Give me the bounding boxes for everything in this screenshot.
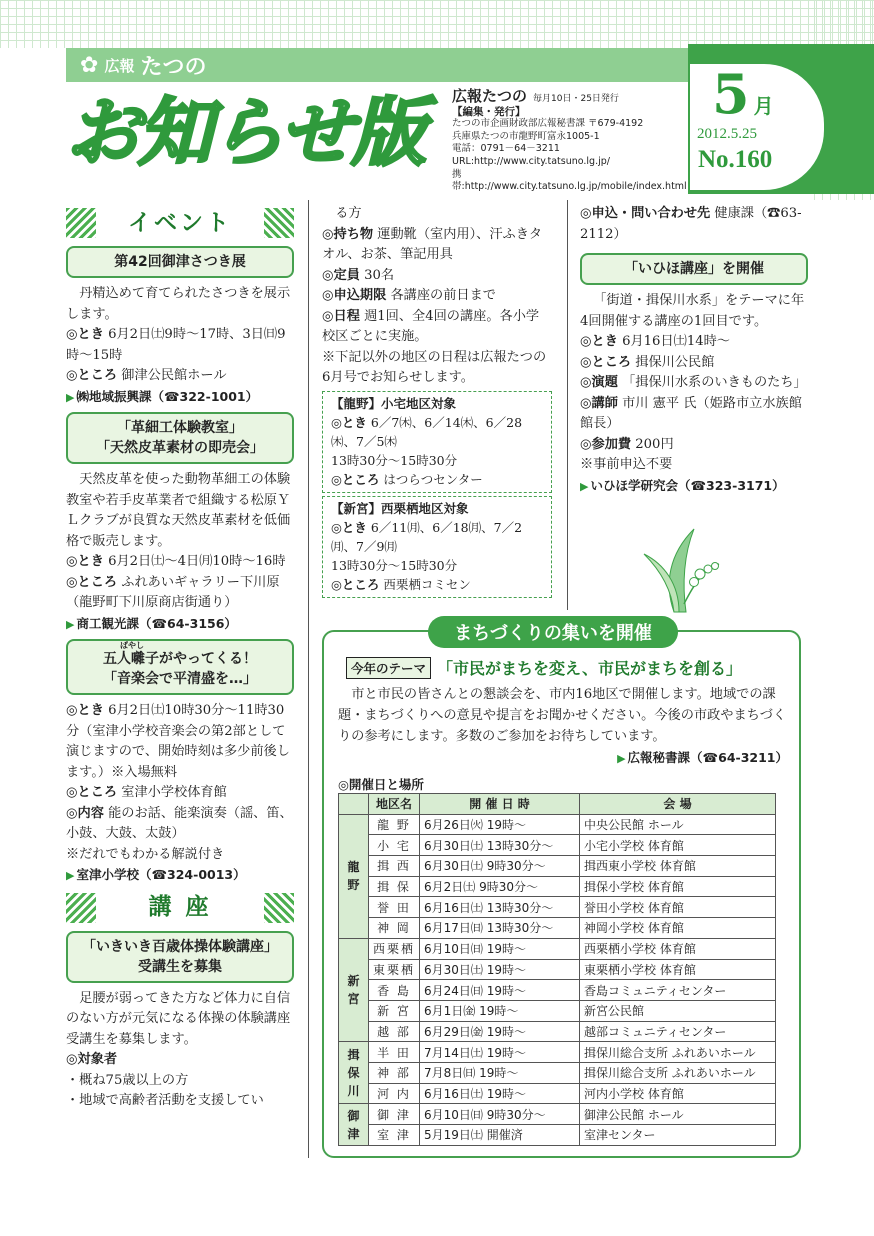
theme-line: 今年のテーマ 「市民がまちを変え、市民がまちを創る」 xyxy=(346,656,742,679)
venue-cell: 揖西東小学校 体育館 xyxy=(580,856,776,877)
venue-cell: 誉田小学校 体育館 xyxy=(580,897,776,918)
issue-number: No.160 xyxy=(698,146,773,173)
datetime-cell: 6月30日㈯ 9時30分～ xyxy=(420,856,580,877)
brand-logo: ✿ 広報 たつの xyxy=(80,52,207,80)
venue-cell: 揖保川総合支所 ふれあいホール xyxy=(580,1062,776,1083)
area-cell: 御 津 xyxy=(339,1104,369,1145)
district-cell: 神 岡 xyxy=(369,918,420,939)
venue-cell: 室津センター xyxy=(580,1125,776,1146)
table-row xyxy=(339,1083,776,1104)
district-cell: 御 津 xyxy=(369,1104,420,1125)
district-cell: 室 津 xyxy=(369,1125,420,1146)
column-divider xyxy=(308,200,309,1158)
venue-cell: 香島コミュニティセンター xyxy=(580,980,776,1001)
table-row xyxy=(339,918,776,939)
datetime-cell: 6月26日㈫ 19時～ xyxy=(420,814,580,835)
ihibo-contact: ▶ いひほ学研究会（☎323-3171） xyxy=(580,476,808,498)
table-row xyxy=(339,980,776,1001)
table-caption: ◎開催日と場所 xyxy=(338,777,424,792)
hayashi-contact: ▶ 室津小学校（☎324-0013） xyxy=(66,865,294,887)
satsuki-title: 第42回御津さつき展 xyxy=(66,246,294,278)
venue-cell: 中央公民館 ホール xyxy=(580,814,776,835)
datetime-cell: 6月1日㈮ 19時～ xyxy=(420,1000,580,1021)
lily-of-the-valley-illustration xyxy=(634,524,724,614)
column-1: イベント 第42回御津さつき展 丹精込めて育てられたさつきを展示します。 ◎とき 6月2日㈯9時～17時、3日㈰9時～15時 ◎ところ 御津公民館ホール ▶ ㈱地域振興課（☎322-1001） 「革細工体験教室」 「天然皮革素材の即売会」 天然皮革を使った動物革細工の体験教室や若手皮革業者で組織する松原ＹＬクラブが良質な天然皮革素材を低価格で販売します。 ◎とき 6月2日㈯～4日㈪10時～16時 ◎ところ ふれあいギャラリー下川原（龍野町下川原商店街通り） ▶ 商工観光課（☎64-3156） ばやし 五人囃子がやってくる！ 「音楽会で平清盛を…」 ◎とき 6月2日㈯10時30分～11時30分（室津小学校音楽会の第2部として演じますので、開始時刻は多少前後します。）※入場無料 ◎ところ 室津小学校体育館 ◎内容 能のお話、能楽演奏（謡、笛、小鼓、大鼓、太鼓） ※だれでもわかる解説付き ▶ 室津小学校（☎324-0013） 講 座 「いきいき百歳体操体験講座」 受講生を募集 足腰が弱ってきた方など体力に自信のない方が元気になる体操の体験講座受講生を募集します。 ◎対象者 ・概ね75歳以上の方 ・地域で高齢者活動を支援してい xyxy=(66,202,294,1112)
datetime-cell: 6月16日㈯ 19時～ xyxy=(420,1083,580,1104)
column-2: る方 ◎持ち物 運動靴（室内用）、汗ふきタオル、お茶、筆記用具 ◎定員 30名 ◎申込期限 各講座の前日まで ◎日程 週1回、全4回の講座。各小学校区ごとに実施。 ※下記以外の地区の日程は広報たつの6月号でお知らせします。 【龍野】小宅地区対象 ◎とき 6／7㈭、6／14㈭、6／28㈭、7／5㈭ 13時30分～15時30分 ◎ところ はつらつセンター 【新宮】西栗栖地区対象 ◎とき 6／11㈪、6／18㈪、7／2㈪、7／9㈪ 13時30分～15時30分 ◎ところ 西栗栖コミセン xyxy=(322,204,552,601)
table-row xyxy=(339,1125,776,1146)
table-row xyxy=(339,1104,776,1125)
district-cell: 揖 保 xyxy=(369,876,420,897)
table-row xyxy=(339,856,776,877)
datetime-cell: 7月8日㈰ 19時～ xyxy=(420,1062,580,1083)
venue-cell: 河内小学校 体育館 xyxy=(580,1083,776,1104)
table-row xyxy=(339,835,776,856)
table-row xyxy=(339,876,776,897)
district-cell: 神 部 xyxy=(369,1062,420,1083)
datetime-cell: 5月19日㈯ 開催済 xyxy=(420,1125,580,1146)
district-cell: 河 内 xyxy=(369,1083,420,1104)
schedule-table-body xyxy=(339,814,776,1145)
issue-date: 2012.5.25 xyxy=(697,126,757,142)
district-cell: 新 宮 xyxy=(369,1000,420,1021)
venue-cell: 小宅小学校 体育館 xyxy=(580,835,776,856)
datetime-cell: 6月10日㈰ 9時30分～ xyxy=(420,1104,580,1125)
district-cell: 東栗栖 xyxy=(369,959,420,980)
district-cell: 龍 野 xyxy=(369,814,420,835)
district-cell: 半 田 xyxy=(369,1042,420,1063)
venue-cell: 越部コミュニティセンター xyxy=(580,1021,776,1042)
datetime-cell: 6月16日㈯ 13時30分～ xyxy=(420,897,580,918)
district-cell: 西栗栖 xyxy=(369,938,420,959)
hayashi-title: ばやし 五人囃子がやってくる！ 「音楽会で平清盛を…」 xyxy=(66,639,294,695)
table-row xyxy=(339,959,776,980)
datetime-cell: 6月30日㈯ 13時30分～ xyxy=(420,835,580,856)
schedule-table-wrap xyxy=(338,793,776,1146)
event-heading: イベント xyxy=(66,204,294,242)
datetime-cell: 6月10日㈰ 19時～ xyxy=(420,938,580,959)
shingu-schedule: 【新宮】西栗栖地区対象 ◎とき 6／11㈪、6／18㈪、7／2㈪、7／9㈪ 13時30分～15時30分 ◎ところ 西栗栖コミセン xyxy=(322,496,552,598)
venue-cell: 東栗栖小学校 体育館 xyxy=(580,959,776,980)
column-divider xyxy=(567,200,568,610)
machizukuri-title: まちづくりの集いを開催 xyxy=(428,616,678,648)
area-cell: 揖 保 川 xyxy=(339,1042,369,1104)
area-cell: 龍 野 xyxy=(339,814,369,938)
schedule-table: 地区名 開 催 日 時 会 場 龍 野 龍 野 6月26日㈫ 19時～ 中央公民館 ホール 小 宅 6月30日㈯ 13時30分～ 小宅小学校 体育館 揖 西 6月30日㈯ 9時30分～ 揖西東小学校 体育館 揖 保 6月2日㈯ 9時30分～ 揖保小学校 体育館 誉 田 6月16日㈯ 13時30分～ 誉田小学校 体育館 神 岡 6月17日㈰ 13時30分～ 神岡小学校 体育館 新 宮 西栗栖 6月10日㈰ 19時～ 西栗栖小学校 体育館 東栗栖 6月30日㈯ 19時～ 東栗栖小学校 体育館 香 島 6月24日㈰ 19時～ 香島コミュニティセンター 新 宮 6月1日㈮ 19時～ 新宮公民館 越 部 6月29日㈮ 19時～ 越部コミュニティセンター 揖 保 川 半 田 7月14日㈯ 19時～ 揖保川総合支所 ふれあいホール 神 部 7月8日㈰ 19時～ 揖保川総合支所 ふれあいホール 河 内 6月16日㈯ 19時～ 河内小学校 体育館 御 津 御 津 6月10日㈰ 9時30分～ 御津公民館 ホール 室 津 5月19日㈯ 開催済 室津センター xyxy=(338,793,776,1146)
course-heading: 講 座 xyxy=(66,889,294,927)
table-row xyxy=(339,1062,776,1083)
venue-cell: 新宮公民館 xyxy=(580,1000,776,1021)
masthead-title: お知らせ版 xyxy=(66,90,424,176)
leather-contact: ▶ 商工観光課（☎64-3156） xyxy=(66,614,294,636)
machizukuri-intro: 市と市民の皆さんとの懇談会を、市内16地区で開催します。地域での課題・まちづくりへの意見や提言をお聞かせください。今後の市政やまちづくりの参考にします。多数のご参加をお待ちしています。 ▶ 広報秘書課（☎64-3211） xyxy=(338,684,788,769)
publisher-info: 広報たつの 毎月10日・25日発行 【編集・発行】 たつの市企画財政部広報秘書課 〒679-4192 兵庫県たつの市龍野町富永1005-1 電話：0791－64－3211 URL:http://www.city.tatsuno.lg.jp/ 携帯:http://www.city.tatsuno.lg.jp/mobile/index.html xyxy=(452,87,687,193)
area-cell: 新 宮 xyxy=(339,938,369,1041)
table-row xyxy=(339,814,776,835)
datetime-cell: 6月30日㈯ 19時～ xyxy=(420,959,580,980)
flower-icon: ✿ xyxy=(80,52,99,78)
ihibo-title: 「いひほ講座」を開催 xyxy=(580,253,808,285)
district-cell: 香 島 xyxy=(369,980,420,1001)
table-row xyxy=(339,1042,776,1063)
datetime-cell: 6月29日㈮ 19時～ xyxy=(420,1021,580,1042)
table-row xyxy=(339,1021,776,1042)
venue-cell: 御津公民館 ホール xyxy=(580,1104,776,1125)
datetime-cell: 6月24日㈰ 19時～ xyxy=(420,980,580,1001)
venue-cell: 揖保川総合支所 ふれあいホール xyxy=(580,1042,776,1063)
column-3: ◎申込・問い合わせ先 健康課（☎63-2112） 「いひほ講座」を開催 「街道・揖保川水系」をテーマに年4回開催する講座の1回目です。 ◎とき 6月16日㈯14時～ ◎ところ 揖保川公民館 ◎演題 「揖保川水系のいきものたち」 ◎講師 市川 憲平 氏（姫路市立水族館館長） ◎参加費 200円 ※事前申込不要 ▶ いひほ学研究会（☎323-3171） xyxy=(580,204,808,497)
tatsuno-schedule: 【龍野】小宅地区対象 ◎とき 6／7㈭、6／14㈭、6／28㈭、7／5㈭ 13時30分～15時30分 ◎ところ はつらつセンター xyxy=(322,391,552,493)
district-cell: 小 宅 xyxy=(369,835,420,856)
table-row xyxy=(339,938,776,959)
satsuki-contact: ▶ ㈱地域振興課（☎322-1001） xyxy=(66,387,294,409)
table-row xyxy=(339,1000,776,1021)
datetime-cell: 7月14日㈯ 19時～ xyxy=(420,1042,580,1063)
venue-cell: 神岡小学校 体育館 xyxy=(580,918,776,939)
datetime-cell: 6月2日㈯ 9時30分～ xyxy=(420,876,580,897)
district-cell: 揖 西 xyxy=(369,856,420,877)
ikiiki-title: 「いきいき百歳体操体験講座」 受講生を募集 xyxy=(66,931,294,983)
venue-cell: 西栗栖小学校 体育館 xyxy=(580,938,776,959)
issue-month: 5 月 xyxy=(712,62,774,126)
district-cell: 誉 田 xyxy=(369,897,420,918)
venue-cell: 揖保小学校 体育館 xyxy=(580,876,776,897)
grid-band xyxy=(0,0,874,48)
datetime-cell: 6月17日㈰ 13時30分～ xyxy=(420,918,580,939)
table-row xyxy=(339,897,776,918)
district-cell: 越 部 xyxy=(369,1021,420,1042)
leather-title: 「革細工体験教室」 「天然皮革素材の即売会」 xyxy=(66,412,294,464)
